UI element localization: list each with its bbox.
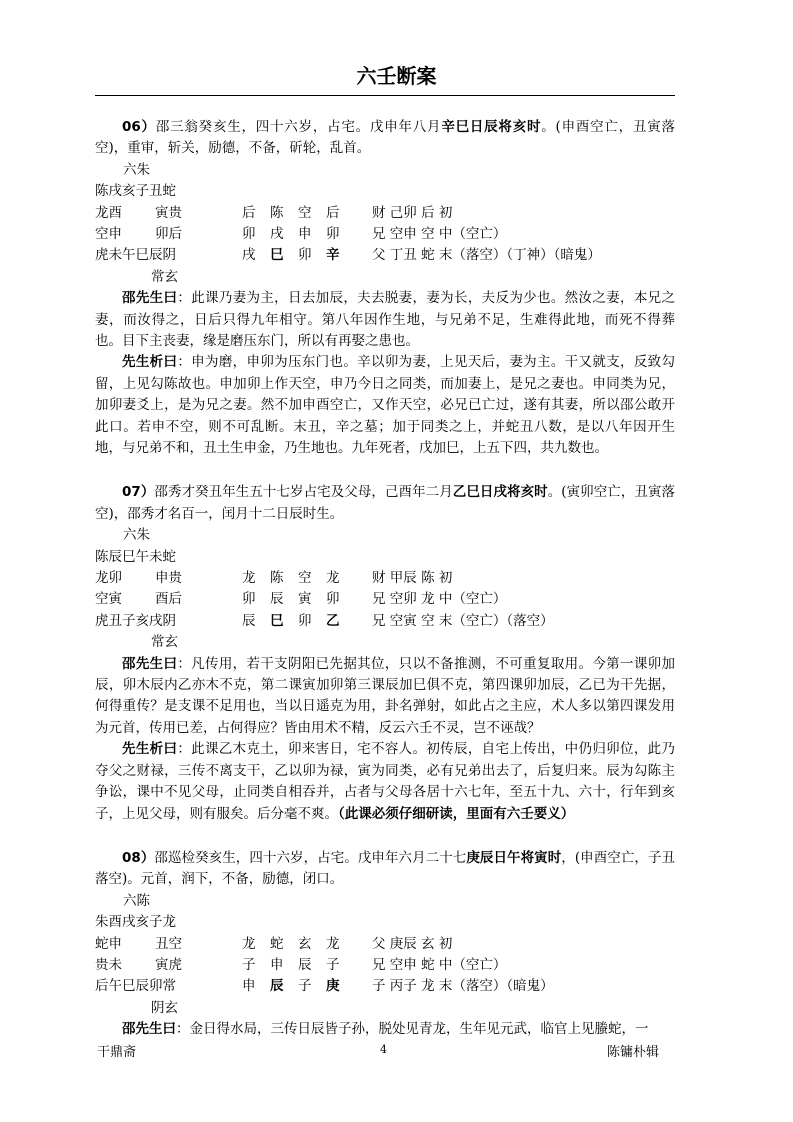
table-row: 虎未午巳辰阴 戌 巳 卯 辛 父 丁丑 蛇 末（落空）（丁神）（暗鬼）	[95, 247, 601, 264]
case-06-intro: 06）邵三翁癸亥生，四十六岁，占宅。戊申年八月辛巳日辰将亥时。(申酉空亡，丑寅落空)，重审，斩关，励德，不备，斫轮，乱首。	[95, 119, 675, 157]
case-06-shao: 邵先生曰：此课乃妻为主，日去加辰，夫去脱妻，妻为长，夫反为少也。然汝之妻，本兄之妻，而汝得之，日后只得九年相守。第八年因作生地，与兄弟不足，生难得此地，而死不得葬也。目下主丧妻，缘是磨压东门，所以有再娶之患也。	[95, 290, 676, 350]
case-06-top-label: 六朱	[123, 161, 150, 178]
table-row: 后午巳辰卯常 申 辰 子 庚 子 丙子 龙 末（落空）（暗鬼）	[95, 978, 554, 995]
case-08-bottom-label: 阴玄	[151, 999, 178, 1016]
table-row: 蛇申 丑空 龙 蛇 玄 龙 父 庚辰 玄 初	[95, 935, 453, 952]
case-07-shao: 邵先生曰：凡传用，若干支阴阳已先据其位，只以不备推测，不可重复取用。今第一课卯加辰，卯木辰内乙亦木不克，第二课寅加卯第三课辰加巳俱不克，第四课卯加辰，乙已为干先据，何得重传？是支课不足用也，当以日遥克为用，卦名弹射，如此占之主应，术人多以第四课发用为元首，传用已差，占何得应？皆由用术不精，反云六壬不灵，岂不诬哉？	[95, 655, 676, 736]
case-06-table	[95, 203, 675, 267]
table-row: 空寅 酉后 卯 辰 寅 卯 兄 空卯 龙 中（空亡）	[95, 591, 507, 608]
page-number: 4	[380, 1043, 387, 1056]
case-07-table	[95, 568, 675, 632]
page-title: 六壬断案	[356, 64, 437, 88]
case-07-plate-line: 陈辰巳午未蛇	[95, 548, 176, 565]
case-07-intro: 07）邵秀才癸丑年生五十七岁占宅及父母，己酉年二月乙巳日戌将亥时。(寅卯空亡，丑寅落空)，邵秀才名百一，闰月十二日辰时生。	[95, 484, 676, 522]
case-07-note: （此课必须仔细研读，里面有六壬要义）	[338, 805, 575, 822]
footer-right: 陈镛朴辑	[606, 1045, 659, 1060]
case-08-shao: 邵先生曰：金日得水局，三传日辰皆子孙，脱处见青龙，生年见元武，临官上见螣蛇，一	[122, 1021, 649, 1038]
case-08-table	[95, 934, 675, 998]
table-row: 龙卯 申贵 龙 陈 空 龙 财 甲辰 陈 初	[95, 570, 453, 587]
table-row: 虎丑子亥戌阴 辰 巳 卯 乙 兄 空寅 空 末（空亡）（落空）	[95, 612, 554, 629]
case-07-xian: 先生析曰：此课乙木克土，卯来害日，宅不容人。初传辰，自宅上传出，中仍归卯位，此乃夺父之财禄，三传不离支干，乙以卯为禄，寅为同类，必有兄弟出去了，后复归来。辰为勾陈主争讼，课中不见父母，止同类自相吞并，占者与父母各居十六七年，至五十九、六十，行年到亥子，上见父母，则有服矣。后分毫不爽。（此课必须仔细研读，里面有六壬要义）	[95, 741, 676, 822]
footer-left: 干鼎斋	[97, 1045, 137, 1060]
table-row: 空申 卯后 卯 戌 申 卯 兄 空申 空 中（空亡）	[95, 226, 507, 243]
table-row: 龙酉 寅贵 后 陈 空 后 财 己卯 后 初	[95, 204, 453, 221]
page-body	[95, 117, 675, 1041]
case-08-plate-line: 朱酉戌亥子龙	[95, 914, 176, 931]
case-07-top-label: 六朱	[123, 527, 150, 544]
case-06-plate-line: 陈戌亥子丑蛇	[95, 183, 176, 200]
case-08-intro: 08）邵巡检癸亥生，四十六岁，占宅。戊申年六月二十七庚辰日午将寅时，(申酉空亡，子丑落空)。元首，润下，不备，励德，闭口。	[95, 849, 676, 888]
case-07-bottom-label: 常玄	[151, 634, 178, 651]
case-06-xian: 先生析曰：申为磨，申卯为压东门也。辛以卯为妻，上见天后，妻为主。干又就支，反致勾留，上见勾陈故也。申加卯上作天空，申乃今日之同类，而加妻上，是兄之妻也。申同类为兄，加卯妻爻上，是为兄之妻。然不加申酉空亡，又作天空，必兄已亡过，遂有其妻，所以邵公敢开此口。若申不空，则不可乱断。末丑，辛之墓；加于同类之上，并蛇丑八数，是以八年因开生地，与兄弟不和，丑土生申金，乃生地也。九年死者，戊加巳，上五下四，共九数也。	[95, 354, 676, 457]
case-08-top-label: 六陈	[123, 892, 150, 909]
case-06-bottom-label: 常玄	[151, 268, 178, 285]
table-row: 贵未 寅虎 子 申 辰 子 兄 空申 蛇 中（空亡）	[95, 956, 507, 973]
header-rule	[95, 95, 675, 96]
